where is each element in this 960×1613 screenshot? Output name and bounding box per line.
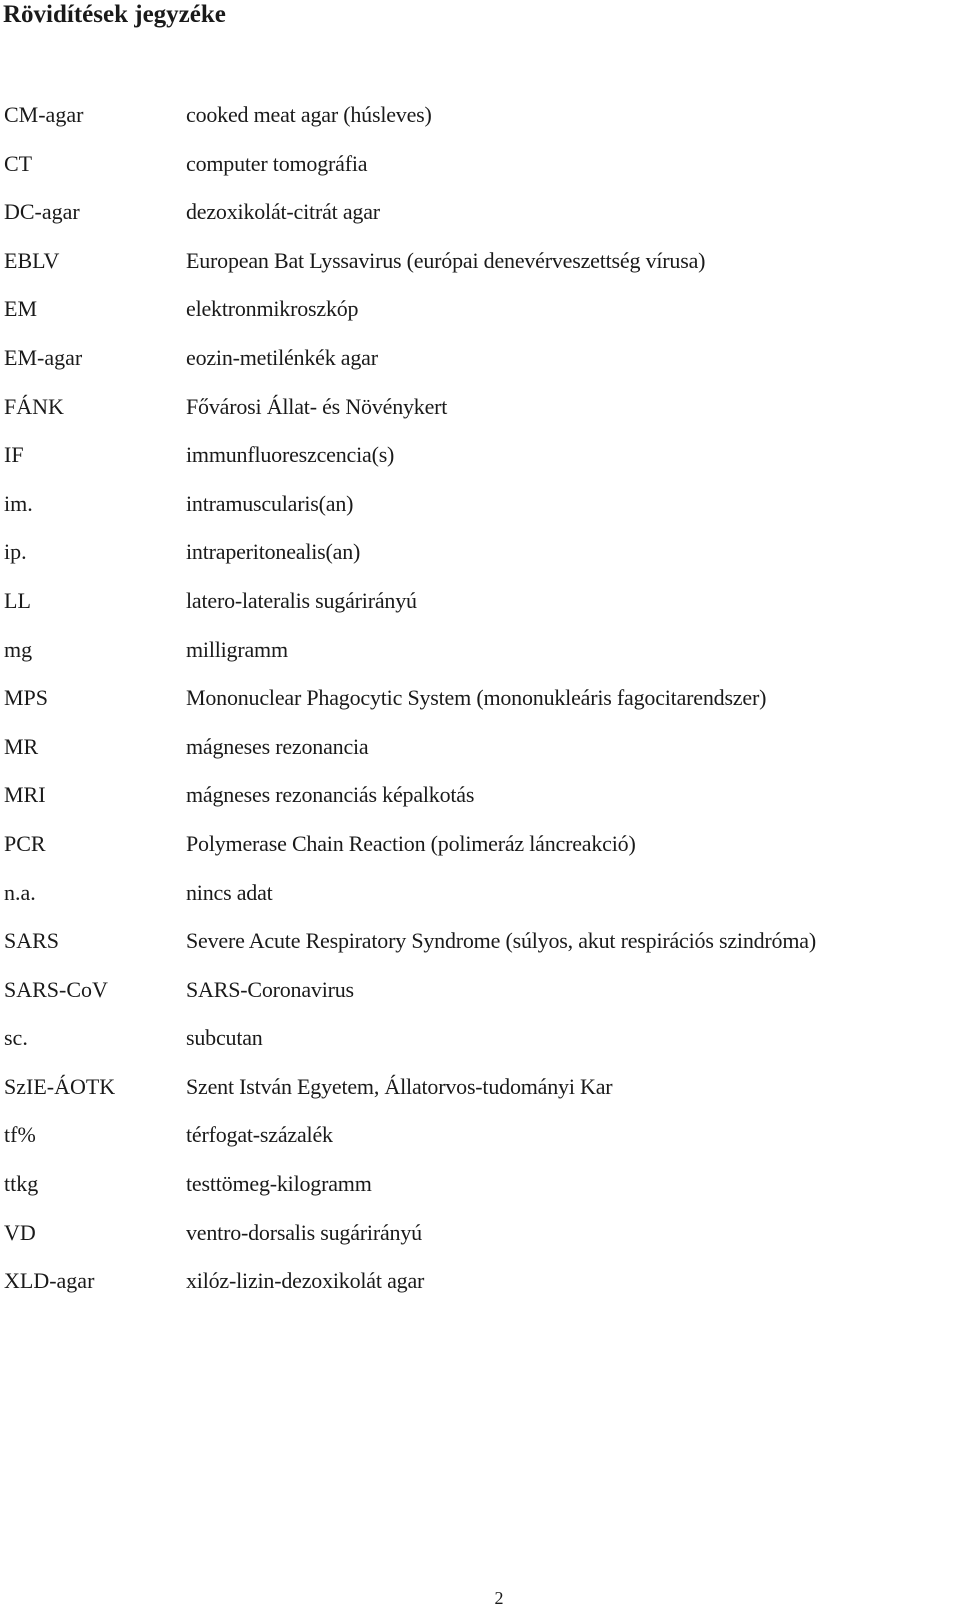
abbreviation-term: MRI (4, 782, 46, 808)
abbreviation-term: ip. (4, 539, 27, 565)
abbreviation-term: SzIE-ÁOTK (4, 1073, 116, 1099)
abbreviation-row (0, 732, 960, 781)
abbreviation-term: im. (4, 490, 33, 516)
abbreviation-row (0, 1169, 960, 1218)
abbreviation-definition: cooked meat agar (húsleves) (186, 102, 432, 127)
abbreviation-term: LL (4, 587, 31, 613)
abbreviation-definition: xilóz-lizin-dezoxikolát agar (186, 1268, 425, 1294)
abbreviation-term: MR (4, 733, 39, 759)
abbreviation-term: FÁNK (4, 393, 64, 419)
abbreviation-term: sc. (4, 1025, 28, 1051)
abbreviation-row (0, 1266, 960, 1315)
abbreviation-row (0, 343, 960, 392)
abbreviation-row (0, 392, 960, 441)
abbreviation-definition: elektronmikroszkóp (186, 296, 359, 322)
abbreviation-row (0, 197, 960, 246)
abbreviation-definition: immunfluoreszcencia(s) (186, 442, 395, 468)
abbreviation-definition: latero-lateralis sugárirányú (186, 587, 417, 613)
abbreviation-term: XLD-agar (4, 1268, 95, 1294)
abbreviation-definition: Fővárosi Állat- és Növénykert (186, 393, 448, 419)
abbreviation-definition: Polymerase Chain Reaction (polimeráz láncreakció) (186, 830, 636, 856)
abbreviation-term: IF (4, 442, 24, 468)
abbreviation-term: SARS (4, 928, 60, 954)
abbreviation-definition: European Bat Lyssavirus (európai denevérveszettség vírusa) (186, 247, 706, 273)
abbreviation-row (0, 537, 960, 586)
abbreviation-definition: intraperitonealis(an) (186, 539, 361, 565)
abbreviation-row (0, 440, 960, 489)
abbreviation-definition: mágneses rezonanciás képalkotás (186, 782, 475, 808)
abbreviation-row (0, 926, 960, 975)
abbreviation-row (0, 1023, 960, 1072)
abbreviation-definition: eozin-metilénkék agar (186, 344, 378, 370)
abbreviation-row (0, 294, 960, 343)
abbreviation-definition: milligramm (186, 636, 288, 662)
abbreviation-definition: Szent István Egyetem, Állatorvos-tudományi Kar (186, 1073, 613, 1099)
abbreviation-term: n.a. (4, 879, 36, 905)
abbreviation-term: SARS-CoV (4, 976, 108, 1002)
abbreviation-definition: SARS-Coronavirus (186, 976, 354, 1002)
abbreviation-row (0, 635, 960, 684)
abbreviation-definition: nincs adat (186, 879, 273, 905)
abbreviation-term: mg (4, 636, 33, 662)
abbreviation-row (0, 780, 960, 829)
abbreviation-term: EM-agar (4, 344, 83, 370)
abbreviation-term: ttkg (4, 1171, 39, 1197)
abbreviation-row (0, 1072, 960, 1121)
abbreviation-row (0, 100, 960, 149)
abbreviation-definition: ventro-dorsalis sugárirányú (186, 1219, 422, 1245)
abbreviation-definition: dezoxikolát-citrát agar (186, 199, 380, 225)
abbreviation-definition: térfogat-százalék (186, 1122, 333, 1148)
abbreviation-row (0, 829, 960, 878)
abbreviation-row (0, 975, 960, 1024)
abbreviation-term: tf% (4, 1122, 36, 1148)
abbreviation-row (0, 149, 960, 198)
abbreviation-list (0, 100, 960, 1315)
abbreviation-row (0, 1218, 960, 1267)
abbreviation-row (0, 246, 960, 295)
abbreviation-term: VD (4, 1219, 36, 1245)
abbreviation-definition: subcutan (186, 1025, 263, 1051)
abbreviation-definition: mágneses rezonancia (186, 733, 369, 759)
abbreviation-term: EBLV (4, 247, 60, 273)
abbreviation-term: CM-agar (4, 102, 84, 127)
abbreviation-row (0, 586, 960, 635)
abbreviation-term: PCR (4, 830, 46, 856)
abbreviation-term: DC-agar (4, 199, 80, 225)
page-number: 2 (494, 1588, 504, 1608)
abbreviation-definition: intramuscularis(an) (186, 490, 354, 516)
page-title: Rövidítések jegyzéke (3, 1, 226, 28)
abbreviation-definition: testtömeg-kilogramm (186, 1171, 372, 1197)
abbreviation-term: CT (4, 150, 33, 176)
abbreviation-term: MPS (4, 685, 49, 711)
abbreviation-row (0, 489, 960, 538)
abbreviation-definition: Severe Acute Respiratory Syndrome (súlyos, akut respirációs szindróma) (186, 928, 816, 954)
abbreviation-definition: Mononuclear Phagocytic System (mononukleáris fagocitarendszer) (186, 685, 767, 711)
abbreviation-row (0, 683, 960, 732)
abbreviation-row (0, 1120, 960, 1169)
abbreviation-row (0, 878, 960, 927)
abbreviation-definition: computer tomográfia (186, 150, 368, 176)
abbreviation-term: EM (4, 296, 37, 322)
